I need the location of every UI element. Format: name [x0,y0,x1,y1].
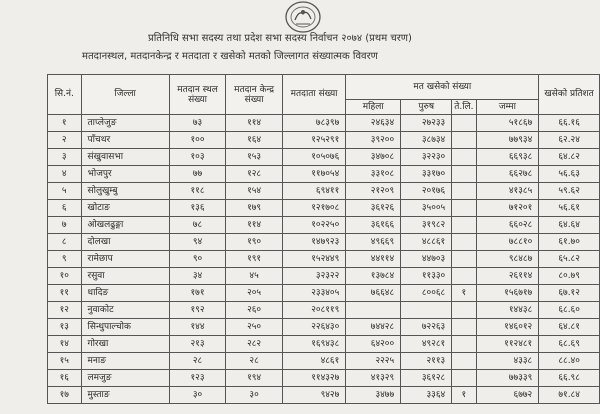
cell-male: २११३ [401,353,452,370]
cell-sn: १३ [48,319,82,336]
cell-voters: ११७०५४ [282,166,345,183]
cell-district: ताप्लेजुङ [81,115,169,132]
cell-male: ३३६४ [401,387,452,404]
cell-district: ओखलढुङ्गा [81,217,169,234]
cell-male: ११३३० [401,268,452,285]
cell-female: १३७८४ [346,268,401,285]
cell-sn: १४ [48,336,82,353]
cell-voters: १२१७०८ [282,200,345,217]
cell-sn: १० [48,268,82,285]
cell-turnout: ६१.७० [539,234,600,251]
cell-third-gender [452,268,476,285]
cell-polling-centers: ११४ [226,217,283,234]
cell-female: ४१३२९ [346,370,401,387]
cell-sn: २ [48,132,82,149]
cell-third-gender [452,183,476,200]
cell-third-gender [452,200,476,217]
cell-total: ७८८१० [476,234,539,251]
table-row [48,251,600,268]
cell-polling-centers: १५३ [226,149,283,166]
cell-turnout: ६४.८२ [539,149,600,166]
cell-male: ३५००५ [401,200,452,217]
cell-polling-centers: १६४ [226,132,283,149]
cell-voters: १०५०७६ [282,149,345,166]
cell-total: ११२४८१ [476,336,539,353]
document-title: प्रतिनिधि सभा सदस्य तथा प्रदेश सभा सदस्य निर्वाचन २०७४ (प्रथम चरण) [148,33,412,44]
cell-third-gender [452,234,476,251]
cell-female: २२२५ [346,353,401,370]
cell-total: ५१८६७ [476,115,539,132]
cell-third-gender: १ [452,285,476,302]
cell-male [401,302,452,319]
cell-total: १४६०१२ [476,319,539,336]
cell-male: ३३१७० [401,166,452,183]
cell-total: ४३३८ [476,353,539,370]
cell-third-gender [452,319,476,336]
cell-polling-places: ९० [169,251,226,268]
cell-turnout: ६८.६९ [539,336,600,353]
cell-total: ६६२७८ [476,166,539,183]
cell-polling-centers: २०५ [226,285,283,302]
cell-total: ७७९३४ [476,132,539,149]
cell-voters: १६९४३८ [282,336,345,353]
cell-polling-places: २१३ [169,336,226,353]
cell-sn: ८ [48,234,82,251]
cell-polling-centers: १७९ [226,200,283,217]
cell-voters: ९४२७ [282,387,345,404]
column-header-polling-centers: मतदान केन्द्र संख्या [226,75,283,115]
cell-district: भोजपुर [81,166,169,183]
cell-voters: २२६४३० [282,319,345,336]
cell-turnout: ७१.८४ [539,387,600,404]
table-row [48,319,600,336]
cell-female: ३६१२६ [346,200,401,217]
cell-turnout: ५६.६३ [539,166,600,183]
cell-polling-places: ३० [169,387,226,404]
cell-female: ३४७०८ [346,149,401,166]
cell-voters: ६९४११ [282,183,345,200]
cell-polling-centers: २८२ [226,336,283,353]
cell-sn: ६ [48,200,82,217]
cell-female: २४६३४ [346,115,401,132]
cell-third-gender [452,302,476,319]
cell-male: २७२३३ [401,115,452,132]
cell-third-gender [452,336,476,353]
cell-turnout: ६४.६४ [539,217,600,234]
column-header-turnout: खसेको प्रतिशत [539,75,600,115]
cell-polling-places: २८ [169,353,226,370]
cell-turnout: ८८.४० [539,353,600,370]
cell-district: दोलखा [81,234,169,251]
cell-third-gender [452,132,476,149]
cell-female: ३९२०० [346,132,401,149]
cell-male: ३१९८२ [401,217,452,234]
cell-sn: ३ [48,149,82,166]
table-row [48,149,600,166]
column-header-total: जम्मा [476,100,539,115]
cell-polling-centers: १२८ [226,166,283,183]
cell-third-gender [452,370,476,387]
government-emblem-icon [283,0,323,34]
cell-female: ३४७७ [346,387,401,404]
cell-voters: २३३४०५ [282,285,345,302]
cell-voters: १५२४४९ [282,251,345,268]
cell-turnout: ६६.९८ [539,370,600,387]
cell-polling-places: १०० [169,132,226,149]
cell-district: मुस्ताङ [81,387,169,404]
cell-turnout: ६६.१६ [539,115,600,132]
cell-district: लमजुङ [81,370,169,387]
cell-polling-places: १३६ [169,200,226,217]
cell-district: नुवाकोट [81,302,169,319]
cell-turnout: ८०.७९ [539,268,600,285]
cell-male: ३६१२८ [401,370,452,387]
cell-polling-centers: २८ [226,353,283,370]
cell-female: ७४४२८ [346,319,401,336]
cell-third-gender [452,115,476,132]
cell-male: ४९२८१ [401,336,452,353]
table-row [48,336,600,353]
column-header-votes-cast: मत खसेको संख्या [346,75,539,100]
cell-turnout: ६८.६० [539,302,600,319]
cell-district: सिन्धुपाल्चोक [81,319,169,336]
cell-female: ४४११४ [346,251,401,268]
cell-polling-centers: ४५ [226,268,283,285]
cell-male: ७२२६३ [401,319,452,336]
cell-voters: ३२३२२ [282,268,345,285]
table-row [48,234,600,251]
cell-turnout: ५९.६२ [539,183,600,200]
cell-total: ६६९३८ [476,149,539,166]
cell-polling-places: ७७ [169,166,226,183]
cell-district: गोरखा [81,336,169,353]
column-header-voters: मतदाता संख्या [282,75,345,115]
cell-female: ७६६४८ [346,285,401,302]
cell-total: १४४३८ [476,302,539,319]
cell-district: धादिङ [81,285,169,302]
table-row [48,370,600,387]
cell-sn: ११ [48,285,82,302]
cell-polling-places: ७८ [169,217,226,234]
cell-polling-centers: २५० [226,319,283,336]
table-row [48,302,600,319]
cell-district: खोटाङ [81,200,169,217]
cell-third-gender [452,251,476,268]
cell-polling-centers: ३० [226,387,283,404]
cell-district: मनाङ [81,353,169,370]
cell-sn: ७ [48,217,82,234]
cell-polling-places: १७१ [169,285,226,302]
cell-turnout: ६७.१२ [539,285,600,302]
cell-sn: १७ [48,387,82,404]
table-row [48,353,600,370]
cell-male: ४८८६१ [401,234,452,251]
cell-male: ८००६८ [401,285,452,302]
column-header-district: जिल्ला [81,75,169,115]
cell-turnout: ६५.८२ [539,251,600,268]
cell-voters: १४७९२३ [282,234,345,251]
cell-district: सोलुखुम्बु [81,183,169,200]
cell-male: ३२२३० [401,149,452,166]
cell-female: २१२०९ [346,183,401,200]
cell-female: ३६१६६ [346,217,401,234]
cell-sn: ४ [48,166,82,183]
cell-polling-places: ९४ [169,234,226,251]
cell-polling-places: ११८ [169,183,226,200]
cell-voters: १२५२९१ [282,132,345,149]
table-row [48,200,600,217]
cell-total: ४१३८५ [476,183,539,200]
table-row [48,285,600,302]
cell-polling-centers: १९० [226,234,283,251]
cell-third-gender [452,353,476,370]
cell-total: ६७७२ [476,387,539,404]
cell-third-gender [452,166,476,183]
cell-voters: ४८६१ [282,353,345,370]
cell-male: २०१७६ [401,183,452,200]
column-header-polling-places: मतदान स्थल संख्या [169,75,226,115]
cell-male: ४४७०३ [401,251,452,268]
cell-voters: ७८३९७ [282,115,345,132]
cell-sn: ५ [48,183,82,200]
cell-voters: १०२२५० [282,217,345,234]
column-header-third-gender: ते.लि. [452,100,476,115]
document-subtitle: मतदानस्थल, मतदानकेन्द्र र मतदाता र खसेको मतको जिल्लागत संख्यात्मक विवरण [82,51,378,62]
cell-district: पाँचथर [81,132,169,149]
cell-turnout: ६२.२४ [539,132,600,149]
table-row [48,387,600,404]
cell-polling-centers: १९४ [226,370,283,387]
cell-polling-places: १९२ [169,302,226,319]
cell-total: ६६०२८ [476,217,539,234]
cell-polling-places: ३४ [169,268,226,285]
cell-sn: ९ [48,251,82,268]
cell-female: ४९६६९ [346,234,401,251]
cell-total: ७१२०१ [476,200,539,217]
cell-voters: ११४३२७ [282,370,345,387]
cell-male: ३८७३४ [401,132,452,149]
cell-third-gender: १ [452,387,476,404]
cell-sn: १६ [48,370,82,387]
cell-sn: १ [48,115,82,132]
cell-third-gender [452,217,476,234]
table-row [48,268,600,285]
cell-polling-places: ७३ [169,115,226,132]
cell-district: रामेछाप [81,251,169,268]
cell-polling-centers: ११४ [226,115,283,132]
table-row [48,132,600,149]
cell-polling-places: १०३ [169,149,226,166]
column-header-female: महिला [346,100,401,115]
cell-turnout: ६४.८१ [539,319,600,336]
table-row [48,166,600,183]
cell-district: संखुवासभा [81,149,169,166]
column-header-male: पुरुष [401,100,452,115]
cell-sn: १२ [48,302,82,319]
cell-total: ९८४८७ [476,251,539,268]
cell-polling-centers: १५४ [226,183,283,200]
cell-total: २६११४ [476,268,539,285]
cell-female: ६४२०० [346,336,401,353]
cell-turnout: ५६.६१ [539,200,600,217]
column-header-sn: सि.नं. [48,75,82,115]
table-row [48,183,600,200]
cell-female: ३३१०८ [346,166,401,183]
table-row [48,115,600,132]
cell-polling-places: १२३ [169,370,226,387]
cell-voters: २०८११९ [282,302,345,319]
cell-polling-places: १४४ [169,319,226,336]
table-row [48,217,600,234]
cell-sn: १५ [48,353,82,370]
cell-third-gender [452,149,476,166]
cell-polling-centers: २६० [226,302,283,319]
cell-female [346,302,401,319]
cell-district: रसुवा [81,268,169,285]
cell-total: ७७३३९ [476,370,539,387]
district-statistics-table [47,74,600,404]
cell-polling-centers: १९१ [226,251,283,268]
cell-total: १५६७१७ [476,285,539,302]
